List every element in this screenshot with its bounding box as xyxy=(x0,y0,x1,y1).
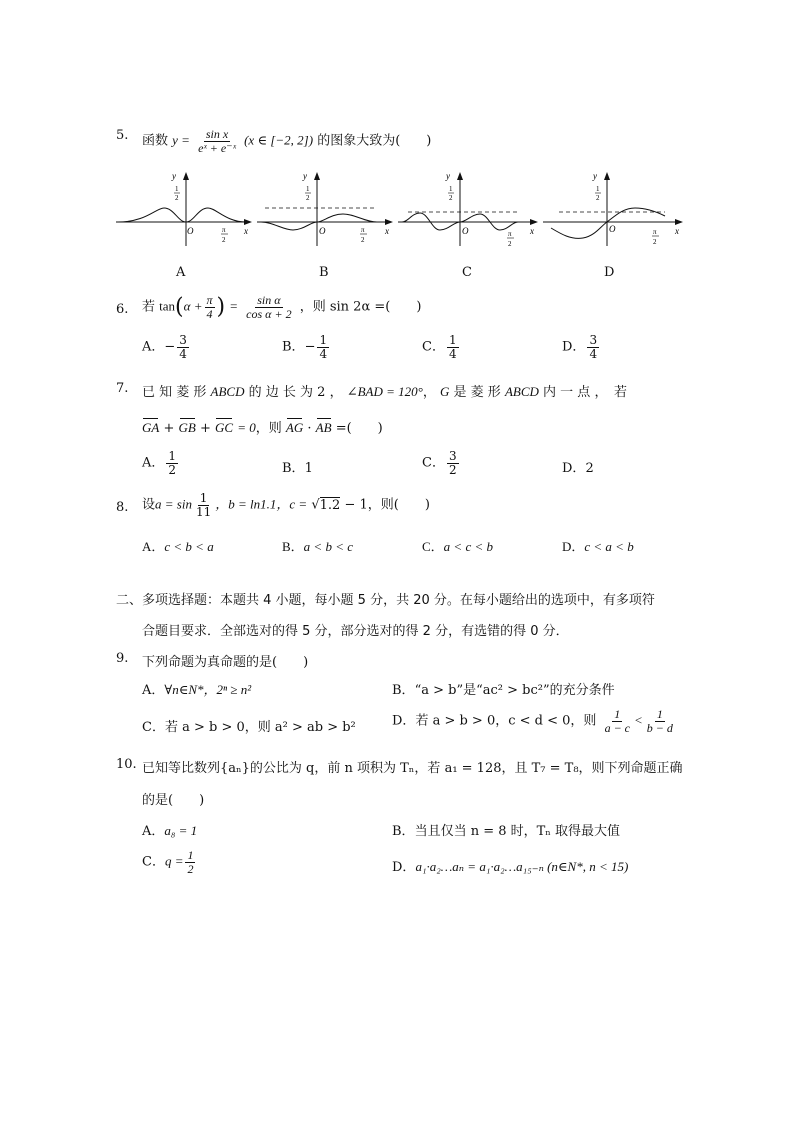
q8-stem: 设a = sin $\frac{1}{11}$ ，b = ln1.1，c = √1.2 − 1，则( ) xyxy=(142,491,430,519)
q6-rhs-den: cos α + 2 xyxy=(246,306,292,321)
q6-tan: tan xyxy=(159,298,176,314)
q6-alpha: α + xyxy=(183,298,203,314)
q6-option-c[interactable] xyxy=(422,334,461,360)
q6-option-c-den: 4 xyxy=(448,346,457,361)
q7-option-b-label: B． xyxy=(282,461,305,476)
q6-option-d-den: 4 xyxy=(589,346,598,361)
q8-number: 8. xyxy=(116,500,129,515)
graph-a-x: x xyxy=(244,226,248,236)
q10-option-c-label: C． xyxy=(142,854,165,870)
q6-option-a-sign: − xyxy=(164,339,176,355)
q7-vec-eq: = 0 xyxy=(237,420,256,435)
graph-d-label: D xyxy=(604,265,615,280)
q8-option-c[interactable] xyxy=(422,536,493,555)
q7-text-d: 是 菱 形 xyxy=(453,385,501,400)
q9-option-c[interactable] xyxy=(142,716,356,735)
q7-vec-gc: GC xyxy=(215,420,234,435)
graph-d-x: x xyxy=(675,226,679,236)
q10-option-b-label: B． xyxy=(392,824,415,839)
q7-vec-ag: AG xyxy=(285,420,304,435)
q6-option-b-num: 1 xyxy=(319,333,328,347)
q10-option-d-label: D． xyxy=(392,860,416,875)
q9-option-a-text: ∀n∈N*，2ⁿ ≥ n² xyxy=(164,682,252,697)
q8-a-den: 11 xyxy=(195,504,212,519)
q7-text-c: ， xyxy=(422,385,436,400)
q7-line1 xyxy=(142,381,627,400)
q6-option-a-num: 3 xyxy=(179,333,187,347)
q5-func-left: y = xyxy=(172,132,190,148)
graph-c-x: x xyxy=(530,226,534,236)
q9-option-c-text: 若 a > b > 0，则 a² > ab > b² xyxy=(164,720,356,735)
q6-number: 6. xyxy=(116,302,129,317)
graph-b-pi-den: 2 xyxy=(361,236,365,244)
q10-number: 10. xyxy=(116,757,137,772)
graph-a-label: A xyxy=(176,265,186,280)
section2-line1: 二、多项选择题：本题共 4 小题，每小题 5 分，共 20 分。在每小题给出的选项中，有多项符 xyxy=(116,593,655,608)
q8-c-root: 1.2 xyxy=(319,497,341,513)
q7-then: ，则 xyxy=(255,421,282,436)
q5-suffix: 的图象大致为( ) xyxy=(317,133,432,149)
q6-pi: π xyxy=(206,293,213,307)
q8-option-c-text: a < c < b xyxy=(443,539,493,554)
q10-line1: 已知等比数列{aₙ}的公比为 q，前 n 项积为 Tₙ，若 a₁ = 128，且 T₇ = T₈，则下列命题正确 xyxy=(142,761,683,776)
q7-option-b-value: 1 xyxy=(304,461,313,476)
q8-option-d-text: c < a < b xyxy=(584,539,634,554)
q8-option-d[interactable] xyxy=(562,536,634,555)
q7-vec-ga: GA xyxy=(142,420,160,435)
q9-option-c-label: C． xyxy=(142,720,165,735)
q6-option-d[interactable] xyxy=(562,334,601,360)
q5-number: 5. xyxy=(116,128,129,143)
q6-prefix: 若 xyxy=(142,299,156,315)
graph-a-pi-den: 2 xyxy=(222,236,226,244)
q6-stem: 若 tan(α + $\frac{\pi}{4}$ ) = $\frac{\text{sin α}}{\text{cos α + 2}}$ ，则 sin 2α =( ) xyxy=(142,293,422,321)
q7-abcd: ABCD xyxy=(210,384,245,399)
q6-option-b[interactable] xyxy=(282,334,331,360)
q7-tail: =( ) xyxy=(335,421,383,436)
q8-prefix: 设 xyxy=(142,497,156,513)
q9-number: 9. xyxy=(116,651,129,666)
q6-option-b-sign: − xyxy=(304,339,316,355)
q5-fraction xyxy=(196,128,238,154)
q7-option-c-label: C． xyxy=(422,455,445,471)
graph-b-y: y xyxy=(303,171,307,181)
q10-option-c[interactable] xyxy=(142,849,197,875)
q7-option-c-den: 2 xyxy=(448,462,457,477)
q7-vec-gb: GB xyxy=(178,420,196,435)
q6-option-c-num: 1 xyxy=(448,333,457,347)
graph-b-origin: O xyxy=(319,226,326,236)
graph-a-pi-num: π xyxy=(222,226,226,234)
q10-option-c-num: 1 xyxy=(187,848,194,862)
q9-option-d-pre: 若 a > b > 0，c < d < 0，则 xyxy=(415,713,597,729)
q9-option-d-den1: a − c xyxy=(604,720,630,735)
graph-b-pi-num: π xyxy=(361,226,365,234)
q10-option-d[interactable] xyxy=(392,856,628,875)
graph-b xyxy=(257,170,393,248)
q5-frac-num: sin x xyxy=(205,127,229,141)
q8-option-b[interactable] xyxy=(282,536,353,555)
graph-a-y: y xyxy=(172,171,176,181)
graph-a-half-den: 2 xyxy=(175,194,179,202)
q10-option-c-den: 2 xyxy=(187,861,194,876)
q9-option-d-lt: < xyxy=(634,712,643,728)
q9-option-d-num2: 1 xyxy=(656,707,663,721)
q7-option-d[interactable] xyxy=(562,457,594,476)
q9-option-b[interactable] xyxy=(392,679,615,698)
graph-c-y: y xyxy=(446,171,450,181)
q10-option-c-pre: q = xyxy=(164,853,184,869)
q10-option-a[interactable] xyxy=(142,820,197,839)
q7-option-d-label: D． xyxy=(562,461,586,476)
q9-option-a-label: A． xyxy=(142,683,165,698)
q7-angle: ∠BAD = 120° xyxy=(346,384,423,399)
graph-b-x: x xyxy=(385,226,389,236)
q8-b-def: ，b = ln1.1，c = xyxy=(215,496,308,512)
q7-option-b[interactable] xyxy=(282,457,313,476)
q8-option-b-label: B． xyxy=(282,539,304,554)
q8-option-a-label: A． xyxy=(142,539,165,554)
q8-option-a-text: c < b < a xyxy=(164,539,214,554)
q7-text-a: 已 知 菱 形 xyxy=(142,385,207,400)
q7-point-g: G xyxy=(440,384,450,399)
graph-d-half-num: 1 xyxy=(596,185,600,193)
q8-a-def: a = sin xyxy=(155,496,192,512)
q7-option-c[interactable] xyxy=(422,450,461,476)
q5-frac-den: eˣ + e⁻ˣ xyxy=(198,140,236,155)
graph-d-y: y xyxy=(593,171,597,181)
q10-option-b-text: 当且仅当 n = 8 时，Tₙ 取得最大值 xyxy=(414,824,621,839)
q7-abcd-2: ABCD xyxy=(504,384,539,399)
q9-option-b-text: “a > b”是“ac² > bc²”的充分条件 xyxy=(414,683,615,698)
q9-option-d-den2: b − d xyxy=(646,720,673,735)
graph-b-half-num: 1 xyxy=(306,185,310,193)
q9-option-d-label: D． xyxy=(392,713,416,729)
q5-stem xyxy=(142,128,431,154)
graph-a xyxy=(116,170,252,248)
q7-option-a-den: 2 xyxy=(168,462,177,477)
q9-option-b-label: B． xyxy=(392,683,415,698)
q7-text-b: 的 边 长 为 2 ， xyxy=(248,385,343,400)
q6-option-a-den: 4 xyxy=(179,346,187,361)
graph-c xyxy=(398,170,538,248)
graph-d-pi-num: π xyxy=(653,228,657,236)
q8-option-a[interactable] xyxy=(142,536,214,555)
graph-d-half-den: 2 xyxy=(596,194,600,202)
q9-option-d[interactable] xyxy=(392,708,677,734)
graph-a-origin: O xyxy=(187,226,194,236)
q10-option-d-text: a₁·a₂…aₙ = a₁·a₂…a₁₅₋ₙ (n∈N*, n < 15) xyxy=(415,859,629,874)
q5-prefix: 函数 xyxy=(142,133,169,149)
graph-d xyxy=(543,170,683,248)
q8-option-b-text: a < b < c xyxy=(303,539,353,554)
q6-option-b-label: B． xyxy=(282,339,305,355)
q7-text-e: 内 一 点 ， 若 xyxy=(543,385,627,400)
q8-option-c-label: C． xyxy=(422,539,444,554)
q9-option-a[interactable] xyxy=(142,679,251,698)
graph-c-pi-den: 2 xyxy=(508,240,512,248)
q10-line2: 的是( ) xyxy=(142,793,205,808)
q6-suffix: ，则 sin 2α =( ) xyxy=(299,299,422,315)
q6-rhs-num: sin α xyxy=(257,293,281,307)
q6-option-b-den: 4 xyxy=(319,346,328,361)
q6-option-c-label: C． xyxy=(422,339,445,355)
graph-d-pi-den: 2 xyxy=(653,238,657,246)
q8-option-d-label: D． xyxy=(562,539,585,554)
graph-a-half-num: 1 xyxy=(175,185,179,193)
q6-rhs xyxy=(244,294,293,320)
q7-number: 7. xyxy=(116,381,129,396)
q7-option-a[interactable] xyxy=(142,450,180,476)
q6-option-d-label: D． xyxy=(562,339,586,355)
graph-b-half-den: 2 xyxy=(306,194,310,202)
q6-option-a-label: A． xyxy=(142,339,165,355)
q7-option-c-num: 3 xyxy=(448,449,457,463)
q9-option-d-num1: 1 xyxy=(614,707,621,721)
graph-c-label: C xyxy=(462,265,472,280)
q7-option-d-value: 2 xyxy=(585,461,594,476)
graph-c-half-num: 1 xyxy=(449,185,453,193)
q5-domain: (x ∈ [−2, 2]) xyxy=(244,132,314,148)
q8-a-num: 1 xyxy=(199,491,208,505)
q7-line2: GA + GB + GC = 0，则 AG · AB =( ) xyxy=(142,420,383,436)
graph-c-half-den: 2 xyxy=(449,194,453,202)
graph-c-pi-num: π xyxy=(508,230,512,238)
graph-b-label: B xyxy=(319,265,329,280)
q6-four: 4 xyxy=(206,306,213,321)
q7-option-a-num: 1 xyxy=(168,449,177,463)
q6-option-d-num: 3 xyxy=(589,333,598,347)
q8-c-tail: − 1，则( ) xyxy=(344,497,430,513)
q6-option-a[interactable] xyxy=(142,334,191,360)
graph-c-origin: O xyxy=(462,226,469,236)
graph-d-origin: O xyxy=(609,224,616,234)
q10-option-a-text: a₈ = 1 xyxy=(164,823,198,838)
q10-option-b[interactable] xyxy=(392,820,620,839)
q10-option-a-label: A． xyxy=(142,824,165,839)
q7-vec-ab: AB xyxy=(315,420,332,435)
section2-line2: 合题目要求．全部选对的得 5 分，部分选对的得 2 分，有选错的得 0 分． xyxy=(142,624,569,639)
q7-option-a-label: A． xyxy=(142,455,165,471)
q9-stem: 下列命题为真命题的是( ) xyxy=(142,655,309,670)
